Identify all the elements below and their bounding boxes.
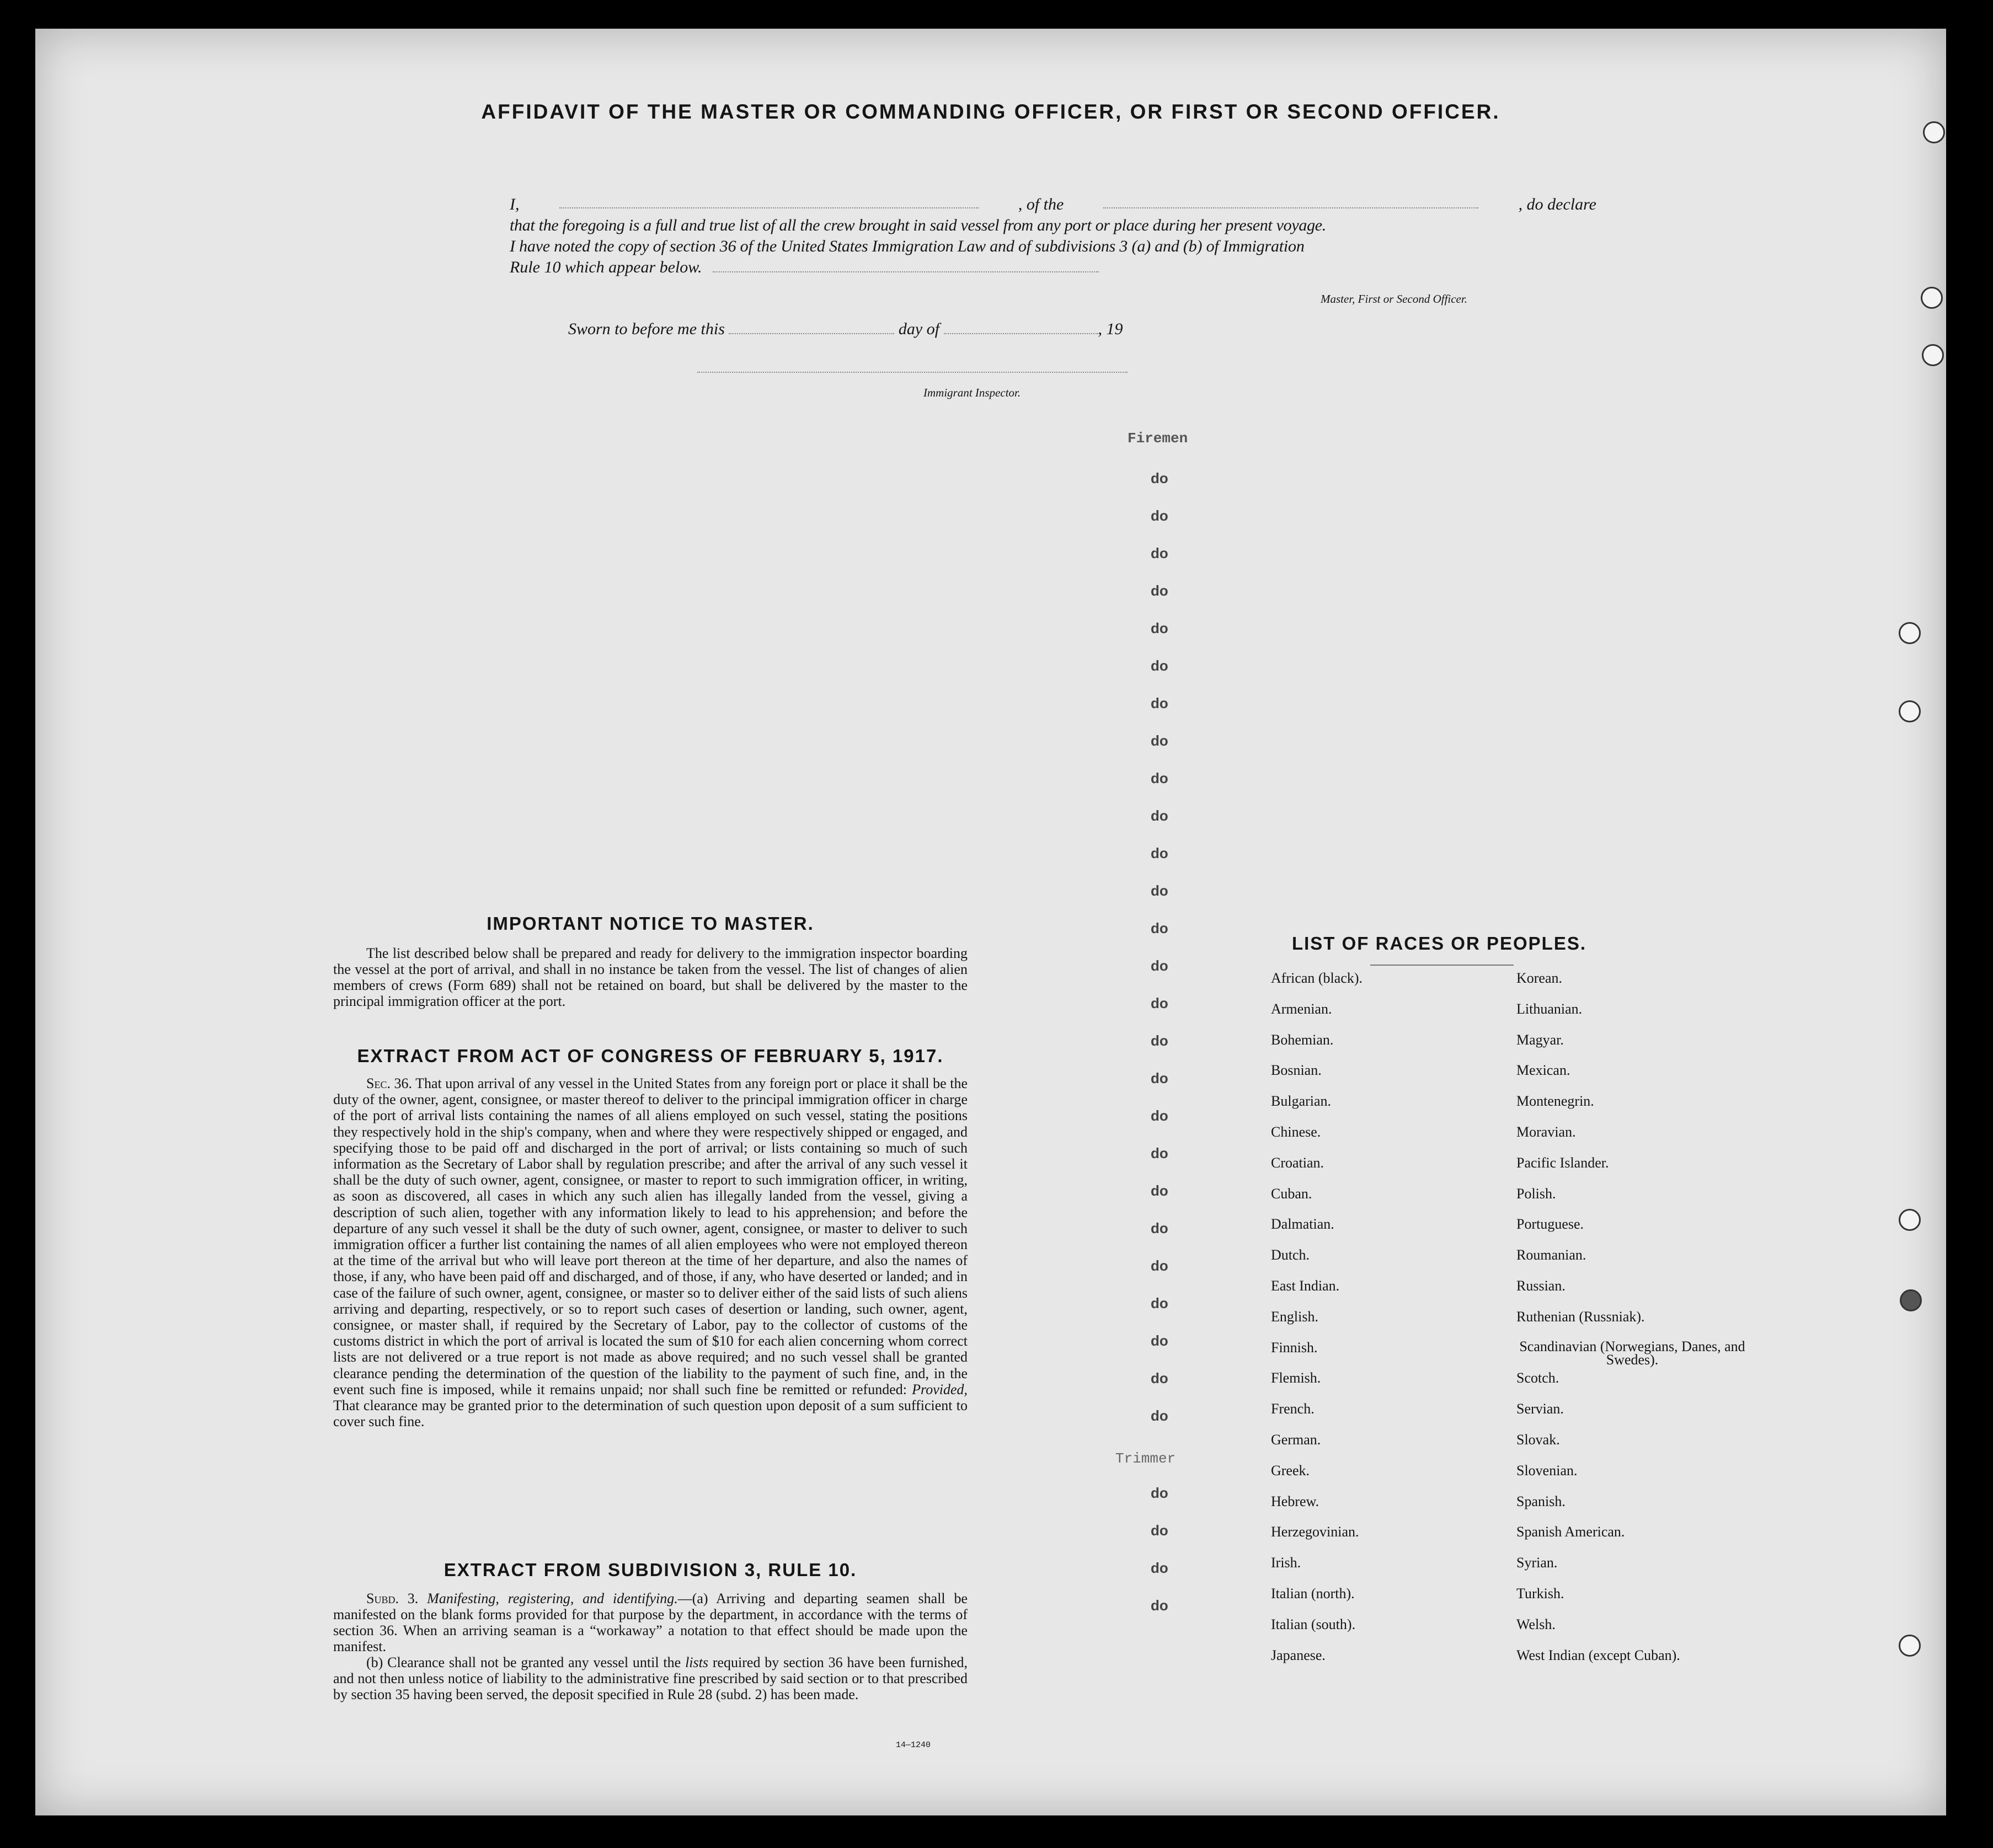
affidavit-of-the: , of the (1018, 195, 1064, 213)
signature-blank (713, 258, 1099, 272)
ditto-mark: do (1151, 1032, 1168, 1049)
race-item: French. (1271, 1401, 1315, 1417)
ditto-mark: do (1151, 995, 1168, 1011)
punch-hole (1899, 1635, 1921, 1657)
sworn-line (568, 320, 1123, 339)
subdivision-b-text: required by section 36 have been furnished, and not then unless notice of liability to the administrative fine prescribed by said section or to that prescribed by section 35 having been served, the deposit specified in Rule 28 (subd. 2) has been made. (333, 1654, 968, 1702)
bleed-trimmer: Trimmer (1115, 1450, 1176, 1467)
race-item: Korean. (1516, 970, 1563, 986)
vessel-name-blank (1103, 194, 1478, 208)
ditto-mark: do (1151, 1522, 1168, 1539)
race-item: Slovak. (1516, 1432, 1560, 1448)
race-item: Japanese. (1271, 1647, 1326, 1663)
ditto-mark: do (1151, 1560, 1168, 1576)
section-36-body: That upon arrival of any vessel in the United States from any foreign port or place it shall be the duty of the owner, agent, consignee, or master thereof to deliver to the principal immigration officer in charge of the port of arrival lists containing the names of all aliens employed on such vessel, stating the positions they respectively hold in the ship's company, when and where they were respectively shipped or engaged, and specifying those to be paid off and discharged in the port of arrival; or lists containing so much of such information as the Secretary of Labor shall by regulation prescribe; and after the arrival of any such vessel it shall be the duty of such owner, agent, consignee, or master to report to such immigration officer, in writing, as soon as discovered, all cases in which any such alien has illegally landed from the vessel, giving a description of such alien, together with any information likely to lead to his apprehension; and before the departure of any such vessel it shall be the duty of such owner, agent, consignee, or master to deliver to such immigration officer a further list containing the names of all alien employees who were not employed thereon at the time of the arrival but who will leave port thereon at the time of her departure, and also the names of those, if any, who have been paid off and discharged, and of those, if any, who have deserted or landed; and in case of the failure of such owner, agent, consignee, or master so to deliver either of the said lists of such aliens arriving and departing, respectively, or so to report such cases of desertion or landing, such owner, agent, consignee, or master shall, if required by the Secretary of Labor, pay to the collector of customs of the customs district in which the port of arrival is located the sum of $10 for each alien concerning whom correct lists are not delivered or a true report is not made as above required; and no such vessel shall be granted clearance pending the determination of the question of the liability to the payment of such fine, and, in the event such fine is imposed, while it remains unpaid; nor shall such fine be remitted or refunded: (333, 1075, 968, 1397)
affidavit-text (510, 194, 1596, 278)
bleed-firemen: Firemen (1128, 430, 1188, 447)
race-item: East Indian. (1271, 1278, 1340, 1294)
races-title-rule (1370, 965, 1514, 966)
ditto-mark: do (1151, 957, 1168, 974)
ditto-mark: do (1151, 1182, 1168, 1199)
ditto-mark: do (1151, 1597, 1168, 1614)
race-item: West Indian (except Cuban). (1516, 1647, 1680, 1663)
ditto-mark: do (1151, 1332, 1168, 1349)
ditto-mark: do (1151, 770, 1168, 786)
section-36-provided: Provided, (912, 1381, 968, 1397)
race-item: Ruthenian (Russniak). (1516, 1308, 1645, 1325)
affidavit-line-3: I have noted the copy of section 36 of the United States Immigration Law and of subdivisions 3 (a) and (b) of Immigration (510, 237, 1305, 255)
ditto-mark: do (1151, 1145, 1168, 1161)
race-item: Magyar. (1516, 1031, 1564, 1048)
race-item: Turkish. (1516, 1585, 1564, 1601)
race-item: Scotch. (1516, 1370, 1559, 1386)
race-item: African (black). (1271, 970, 1363, 986)
act-extract-title: EXTRACT FROM ACT OF CONGRESS OF FEBRUARY 5, 1917. (357, 1046, 944, 1066)
race-item: Polish. (1516, 1185, 1556, 1202)
ditto-mark: do (1151, 920, 1168, 936)
race-item: Irish. (1271, 1555, 1301, 1571)
master-signature-label: Master, First or Second Officer. (1321, 292, 1467, 306)
race-item: Scandinavian (Norwegians, Danes, and Swedes). (1519, 1338, 1745, 1368)
ditto-mark: do (1151, 1295, 1168, 1311)
affidavit-title: AFFIDAVIT OF THE MASTER OR COMMANDING OFFICER, OR FIRST OR SECOND OFFICER. (481, 100, 1500, 123)
race-item: Lithuanian. (1516, 1000, 1583, 1017)
race-item: Finnish. (1271, 1339, 1318, 1356)
subdivision-heading: Manifesting, registering, and identifying. (427, 1590, 678, 1606)
punch-hole (1899, 1209, 1921, 1231)
ditto-mark: do (1151, 1070, 1168, 1086)
race-item: English. (1271, 1308, 1318, 1325)
punch-hole (1900, 1289, 1922, 1311)
race-item: Welsh. (1516, 1616, 1556, 1632)
ditto-mark: do (1151, 882, 1168, 899)
races-title: LIST OF RACES OR PEOPLES. (1291, 933, 1587, 954)
race-item: Syrian. (1516, 1555, 1558, 1571)
race-item: Slovenian. (1516, 1462, 1578, 1479)
subdivision-label: Subd. 3. (366, 1590, 419, 1606)
race-item: Servian. (1516, 1401, 1564, 1417)
race-item: Greek. (1271, 1462, 1310, 1479)
subdivision-b-lists: lists (685, 1654, 708, 1670)
ditto-mark: do (1151, 1407, 1168, 1424)
race-item: Bulgarian. (1271, 1093, 1332, 1110)
ditto-mark: do (1151, 582, 1168, 599)
punch-hole (1921, 287, 1943, 309)
race-item: Russian. (1516, 1278, 1565, 1294)
subdivision-a-text: —(a) Arriving and departing seamen shall be manifested on the blank forms provided for that purpose by the department, in accordance with the terms of section 36. When an arriving seaman is a “workaway” a notation to that effect should be made upon the manifest. (333, 1590, 968, 1654)
race-item: Spanish. (1516, 1493, 1565, 1509)
punch-hole (1899, 622, 1921, 644)
race-item: Spanish American. (1516, 1524, 1625, 1540)
race-item: Portuguese. (1516, 1216, 1584, 1233)
punch-hole (1923, 121, 1945, 143)
form-number: 14—1240 (896, 1740, 931, 1750)
ditto-mark: do (1151, 1107, 1168, 1124)
ditto-mark: do (1151, 545, 1168, 561)
punch-hole (1922, 344, 1944, 366)
rule-extract-title: EXTRACT FROM SUBDIVISION 3, RULE 10. (444, 1560, 857, 1580)
subdivision-3-text (333, 1590, 968, 1702)
race-item: Flemish. (1271, 1370, 1321, 1386)
affidavit-i: I, (510, 195, 520, 213)
race-item: Hebrew. (1271, 1493, 1319, 1509)
race-item: Dalmatian. (1271, 1216, 1334, 1233)
race-item: Mexican. (1516, 1062, 1570, 1079)
sworn-month-blank (944, 320, 1098, 334)
section-36-text (333, 1075, 968, 1429)
affidavit-declaration-line (510, 194, 1596, 215)
ditto-mark: do (1151, 807, 1168, 824)
subdivision-b-prefix: (b) Clearance shall not be granted any vessel until the (366, 1654, 681, 1670)
sworn-day-of: day of (898, 320, 940, 338)
affidavit-line-4 (510, 257, 1596, 278)
subdivision-3b (333, 1654, 968, 1702)
ditto-mark: do (1151, 507, 1168, 524)
ditto-mark: do (1151, 470, 1168, 486)
race-item: Montenegrin. (1516, 1093, 1594, 1110)
section-36-label: Sec. 36. (366, 1075, 413, 1091)
race-item: Italian (south). (1271, 1616, 1356, 1632)
race-item: Croatian. (1271, 1154, 1324, 1171)
ditto-mark: do (1151, 732, 1168, 749)
race-item: Moravian. (1516, 1124, 1576, 1140)
race-item: Italian (north). (1271, 1585, 1355, 1601)
race-item: Pacific Islander. (1516, 1154, 1609, 1171)
race-item: Bohemian. (1271, 1031, 1334, 1048)
ditto-mark: do (1151, 657, 1168, 674)
ditto-mark: do (1151, 1220, 1168, 1236)
inspector-label: Immigrant Inspector. (923, 386, 1021, 399)
sworn-day-blank (729, 320, 894, 334)
ditto-mark: do (1151, 620, 1168, 636)
affidavit-do-declare: , do declare (1518, 195, 1596, 213)
race-item: Dutch. (1271, 1247, 1310, 1263)
ditto-mark: do (1151, 1257, 1168, 1274)
manifest-sheet (35, 29, 1946, 1815)
race-item: German. (1271, 1432, 1321, 1448)
race-item: Chinese. (1271, 1124, 1321, 1140)
notice-title: IMPORTANT NOTICE TO MASTER. (487, 913, 814, 934)
section-36-tail: That clearance may be granted prior to the determination of such question upon deposit of a sum sufficient to cover such fine. (333, 1397, 968, 1430)
subdivision-3a (333, 1590, 968, 1654)
race-item: Herzegovinian. (1271, 1524, 1359, 1540)
officer-name-blank (559, 194, 979, 208)
inspector-signature-line (697, 372, 1128, 373)
ditto-mark: do (1151, 695, 1168, 711)
ditto-mark: do (1151, 845, 1168, 861)
affidavit-line-2: that the foregoing is a full and true list of all the crew brought in said vessel from any port or place during her present voyage. (510, 216, 1326, 234)
race-item: Cuban. (1271, 1185, 1312, 1202)
ditto-mark: do (1151, 1370, 1168, 1386)
punch-hole (1899, 700, 1921, 722)
race-item: Roumanian. (1516, 1247, 1586, 1263)
sworn-prefix: Sworn to before me this (568, 320, 725, 338)
affidavit-line-4-text: Rule 10 which appear below. (510, 258, 702, 276)
race-item: Armenian. (1271, 1000, 1332, 1017)
race-item: Bosnian. (1271, 1062, 1322, 1079)
ditto-mark: do (1151, 1485, 1168, 1501)
notice-body: The list described below shall be prepared and ready for delivery to the immigration inspector boarding the vessel at the port of arrival, and shall in no instance be taken from the vessel. The list of changes of alien members of crews (Form 689) shall not be retained on board, but shall be delivered by the master to the principal immigration officer at the port. (333, 945, 968, 1009)
sworn-year: , 19 (1098, 320, 1123, 338)
